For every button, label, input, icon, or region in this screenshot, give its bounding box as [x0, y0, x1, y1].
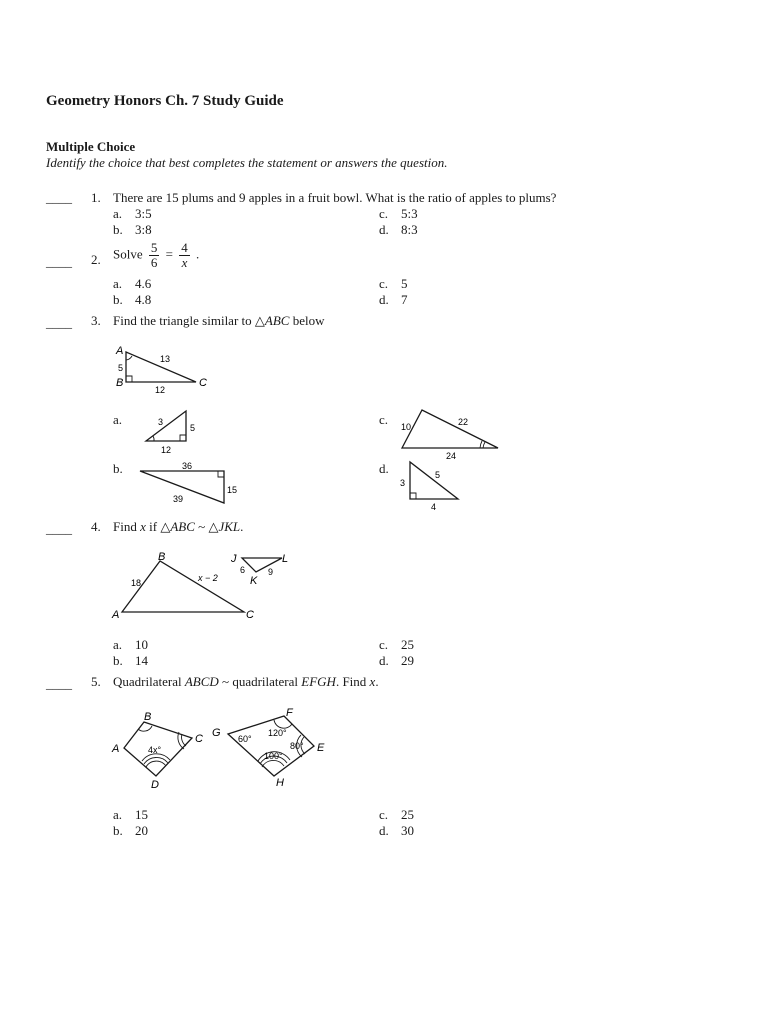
- quad-1-name: ABCD: [184, 674, 219, 689]
- option-value: 3:5: [135, 206, 152, 221]
- label-D: D: [151, 779, 159, 791]
- option-letter: a.: [113, 206, 123, 221]
- q1-option-c[interactable]: [379, 206, 418, 222]
- angle-a: 4x°: [148, 745, 162, 755]
- instructions: Identify the choice that best completes the statement or answers the question.: [46, 155, 448, 170]
- label-B: B: [158, 551, 166, 563]
- option-letter: d.: [379, 653, 389, 668]
- text-1: Quadrilateral: [113, 674, 182, 689]
- q3-option-d[interactable]: d.: [379, 461, 389, 476]
- side-jk: 6: [240, 565, 246, 575]
- option-letter: b.: [113, 222, 123, 237]
- answer-blank-5[interactable]: ____: [46, 676, 72, 691]
- text-pre: Find the triangle similar to: [113, 313, 252, 328]
- q4-option-b[interactable]: [113, 653, 148, 669]
- option-value: 8:3: [401, 222, 418, 237]
- side-left: 3: [400, 478, 406, 488]
- angle-f: 120°: [268, 728, 287, 738]
- option-value: 5:3: [401, 206, 418, 221]
- option-c-triangle-figure: [396, 404, 506, 464]
- triangle-shape: [402, 410, 498, 448]
- option-letter: c.: [379, 206, 389, 221]
- triangle-symbol-icon: △: [208, 519, 219, 534]
- side-left: 10: [401, 422, 412, 432]
- q5-option-c[interactable]: [379, 807, 414, 823]
- solve-label: Solve: [113, 246, 143, 262]
- option-value: 25: [401, 637, 414, 652]
- question-number-3: 3.: [91, 313, 101, 328]
- q1-option-a[interactable]: [113, 206, 152, 222]
- question-number-4: 4.: [91, 519, 101, 534]
- answer-blank-1[interactable]: ____: [46, 190, 72, 205]
- option-letter: c.: [379, 637, 389, 652]
- option-d-triangle-figure: [396, 456, 466, 514]
- angle-g: 60°: [238, 734, 252, 744]
- side-top: 36: [182, 461, 193, 471]
- label-B: B: [116, 377, 124, 389]
- triangle-symbol-icon: △: [160, 519, 171, 534]
- side-ab: 5: [118, 363, 124, 373]
- option-value: 10: [135, 637, 148, 652]
- option-letter: c.: [379, 276, 389, 291]
- side-right: 5: [190, 423, 196, 433]
- q1-option-b[interactable]: [113, 222, 152, 238]
- side-bc: x − 2: [198, 573, 218, 583]
- side-bottom: 24: [446, 451, 457, 461]
- option-letter: b.: [113, 292, 123, 307]
- question-number-5: 5.: [91, 674, 101, 689]
- label-A: A: [112, 609, 120, 621]
- right-angle-mark: [180, 435, 186, 441]
- label-C: C: [195, 733, 203, 745]
- similar-quadrilaterals-figure: [108, 702, 338, 794]
- right-angle-mark: [218, 471, 224, 477]
- question-text-1: There are 15 plums and 9 apples in a fruit bowl. What is the ratio of apples to plums?: [113, 190, 557, 205]
- q2-option-d[interactable]: [379, 292, 408, 308]
- label-J: J: [231, 553, 237, 565]
- similar-sign: ~: [222, 674, 230, 689]
- option-letter: b.: [113, 823, 123, 838]
- label-K: K: [250, 575, 258, 587]
- triangle-1-name: ABC: [170, 519, 195, 534]
- option-value: 5: [401, 276, 408, 291]
- option-value: 3:8: [135, 222, 152, 237]
- label-A: A: [112, 743, 120, 755]
- angle-arc-h: [262, 760, 284, 767]
- option-value: 29: [401, 653, 414, 668]
- angle-arc: [480, 441, 482, 448]
- similar-triangles-figure: [108, 548, 298, 624]
- side-right: 22: [458, 417, 469, 427]
- q5-option-b[interactable]: [113, 823, 148, 839]
- option-value: 25: [401, 807, 414, 822]
- option-letter: d.: [379, 823, 389, 838]
- side-hyp: 5: [435, 470, 441, 480]
- angle-arc: [153, 436, 154, 441]
- option-letter: b.: [113, 653, 123, 668]
- option-letter: a.: [113, 807, 123, 822]
- option-value: 7: [401, 292, 408, 307]
- period: .: [375, 674, 379, 689]
- angle-arc-d: [146, 761, 166, 767]
- label-G: G: [212, 727, 221, 739]
- angle-arc: [126, 356, 132, 360]
- fraction-right: [179, 241, 190, 270]
- option-a-triangle-figure: [138, 404, 218, 456]
- fraction-left: [149, 241, 160, 270]
- question-text-3: [113, 313, 325, 329]
- option-value: 30: [401, 823, 414, 838]
- q3-option-a[interactable]: a.: [113, 412, 123, 427]
- text-3: . Find: [335, 674, 367, 689]
- side-right: 15: [227, 485, 238, 495]
- question-number-1: 1.: [91, 190, 101, 205]
- angle-h: 100°: [264, 751, 283, 761]
- label-F: F: [286, 707, 293, 719]
- q4-option-c[interactable]: [379, 637, 414, 653]
- angle-arc-inner: [483, 442, 485, 448]
- text-find: Find: [113, 519, 137, 534]
- option-value: 4.6: [135, 276, 152, 291]
- triangle-abc-figure: [108, 340, 218, 396]
- side-bottom: 12: [161, 445, 172, 455]
- triangle-2-name: JKL: [218, 519, 241, 534]
- label-E: E: [317, 742, 325, 754]
- q4-option-d[interactable]: [379, 653, 414, 669]
- answer-blank-3[interactable]: ____: [46, 315, 72, 330]
- side-top: 3: [158, 417, 164, 427]
- q1-option-d[interactable]: [379, 222, 418, 238]
- right-angle-mark: [410, 493, 416, 499]
- section-heading: Multiple Choice: [46, 139, 136, 154]
- q3-option-b[interactable]: b.: [113, 461, 123, 476]
- triangle-jkl-shape: [242, 558, 282, 572]
- label-B: B: [144, 711, 152, 723]
- option-letter: a.: [113, 637, 123, 652]
- triangle-name: ABC: [264, 313, 290, 328]
- option-b-triangle-figure: [134, 458, 244, 508]
- period: .: [195, 246, 200, 262]
- answer-blank-4[interactable]: ____: [46, 521, 72, 536]
- text-post: below: [292, 313, 325, 328]
- option-letter: c.: [379, 807, 389, 822]
- q5-option-d[interactable]: [379, 823, 414, 839]
- side-bc: 12: [155, 385, 166, 395]
- fraction-denominator: x: [181, 255, 188, 270]
- q4-option-a[interactable]: [113, 637, 148, 653]
- page-title: Geometry Honors Ch. 7 Study Guide: [46, 93, 284, 109]
- period: .: [240, 519, 244, 534]
- similar-sign: ~: [198, 519, 206, 534]
- option-value: 4.8: [135, 292, 152, 307]
- q3-option-c[interactable]: c.: [379, 412, 389, 427]
- option-value: 15: [135, 807, 148, 822]
- triangle-symbol-icon: △: [254, 313, 265, 328]
- side-ab: 18: [131, 578, 142, 588]
- option-letter: a.: [113, 276, 123, 291]
- option-value: 14: [135, 653, 148, 668]
- fraction-numerator: 5: [150, 240, 158, 255]
- side-hyp: 39: [173, 494, 184, 504]
- side-bottom: 4: [431, 502, 437, 512]
- triangle-shape: [410, 462, 458, 499]
- right-angle-mark: [126, 376, 132, 382]
- q2-option-a[interactable]: [113, 276, 151, 292]
- angle-e: 80°: [290, 741, 304, 751]
- question-text-2: [113, 241, 199, 270]
- equals-sign: =: [165, 246, 173, 262]
- variable-x: x: [369, 674, 376, 689]
- answer-blank-2[interactable]: ____: [46, 254, 72, 269]
- q5-option-a[interactable]: [113, 807, 148, 823]
- label-C: C: [246, 609, 254, 621]
- option-value: 20: [135, 823, 148, 838]
- text-2: quadrilateral: [232, 674, 299, 689]
- question-number-2: 2.: [91, 252, 101, 267]
- side-ac: 13: [160, 354, 171, 364]
- label-A: A: [116, 345, 124, 357]
- text-if: if: [149, 519, 158, 534]
- variable-x: x: [140, 519, 146, 534]
- side-kl: 9: [268, 567, 274, 577]
- q2-option-b[interactable]: [113, 292, 151, 308]
- option-letter: d.: [379, 292, 389, 307]
- label-L: L: [282, 553, 289, 565]
- question-text-4: [113, 519, 243, 535]
- fraction-numerator: 4: [181, 240, 188, 255]
- question-text-5: [113, 674, 379, 690]
- label-C: C: [199, 377, 207, 389]
- fraction-denominator: 6: [150, 255, 158, 270]
- option-letter: d.: [379, 222, 389, 237]
- label-H: H: [276, 777, 284, 789]
- q2-option-c[interactable]: [379, 276, 408, 292]
- quad-2-name: EFGH: [301, 674, 336, 689]
